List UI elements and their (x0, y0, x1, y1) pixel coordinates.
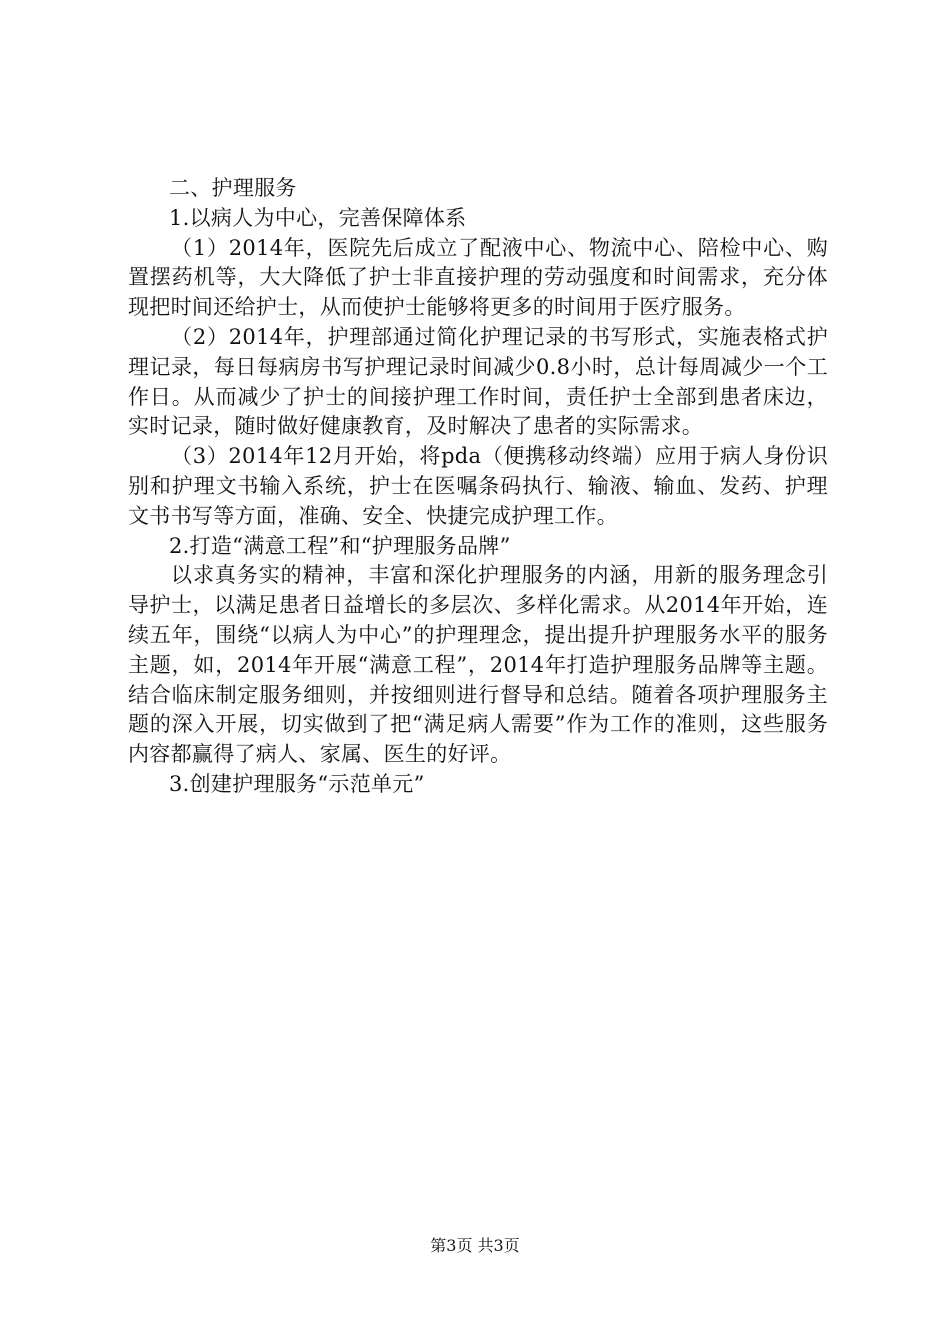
body-paragraph: （3）2014年12月开始，将pda（便携移动终端）应用于病人身份识别和护理文书输入系统，护士在医嘱条码执行、输液、输血、发药、护理文书书写等方面，准确、安全、快捷完成护理工作。 (128, 444, 828, 528)
page-number: 第3页 (430, 1236, 473, 1255)
page-footer (0, 1236, 950, 1256)
document-body (128, 174, 828, 800)
subsection-heading: 2.打造“满意工程”和“护理服务品牌” (168, 533, 511, 558)
body-paragraph: （1）2014年，医院先后成立了配液中心、物流中心、陪检中心、购置摆药机等，大大降低了护士非直接护理的劳动强度和时间需求，充分体现把时间还给护士，从而使护士能够将更多的时间用于医疗服务。 (128, 235, 828, 320)
section-heading: 二、护理服务 (168, 176, 297, 200)
body-paragraph: 以求真务实的精神，丰富和深化护理服务的内涵，用新的服务理念引导护士，以满足患者日益增长的多层次、多样化需求。从2014年开始，连续五年，围绕“以病人为中心”的护理理念，提出提升护理服务水平的服务主题，如，2014年开展“满意工程”，2014年打造护理服务品牌等主题。结合临床制定服务细则，并按细则进行督导和总结。随着各项护理服务主题的深入开展，切实做到了把“满足病人需要”作为工作的准则，这些服务内容都赢得了病人、家属、医生的好评。 (128, 563, 828, 767)
page-total: 共3页 (477, 1236, 520, 1255)
subsection-heading: 3.创建护理服务“示范单元” (168, 771, 425, 796)
body-paragraph: （2）2014年，护理部通过简化护理记录的书写形式，实施表格式护理记录，每日每病房书写护理记录时间减少0.8小时，总计每周减少一个工作日。从而减少了护士的间接护理工作时间，责任护士全部到患者床边，实时记录，随时做好健康教育，及时解决了患者的实际需求。 (128, 324, 828, 439)
subsection-heading: 1.以病人为中心，完善保障体系 (168, 205, 467, 230)
